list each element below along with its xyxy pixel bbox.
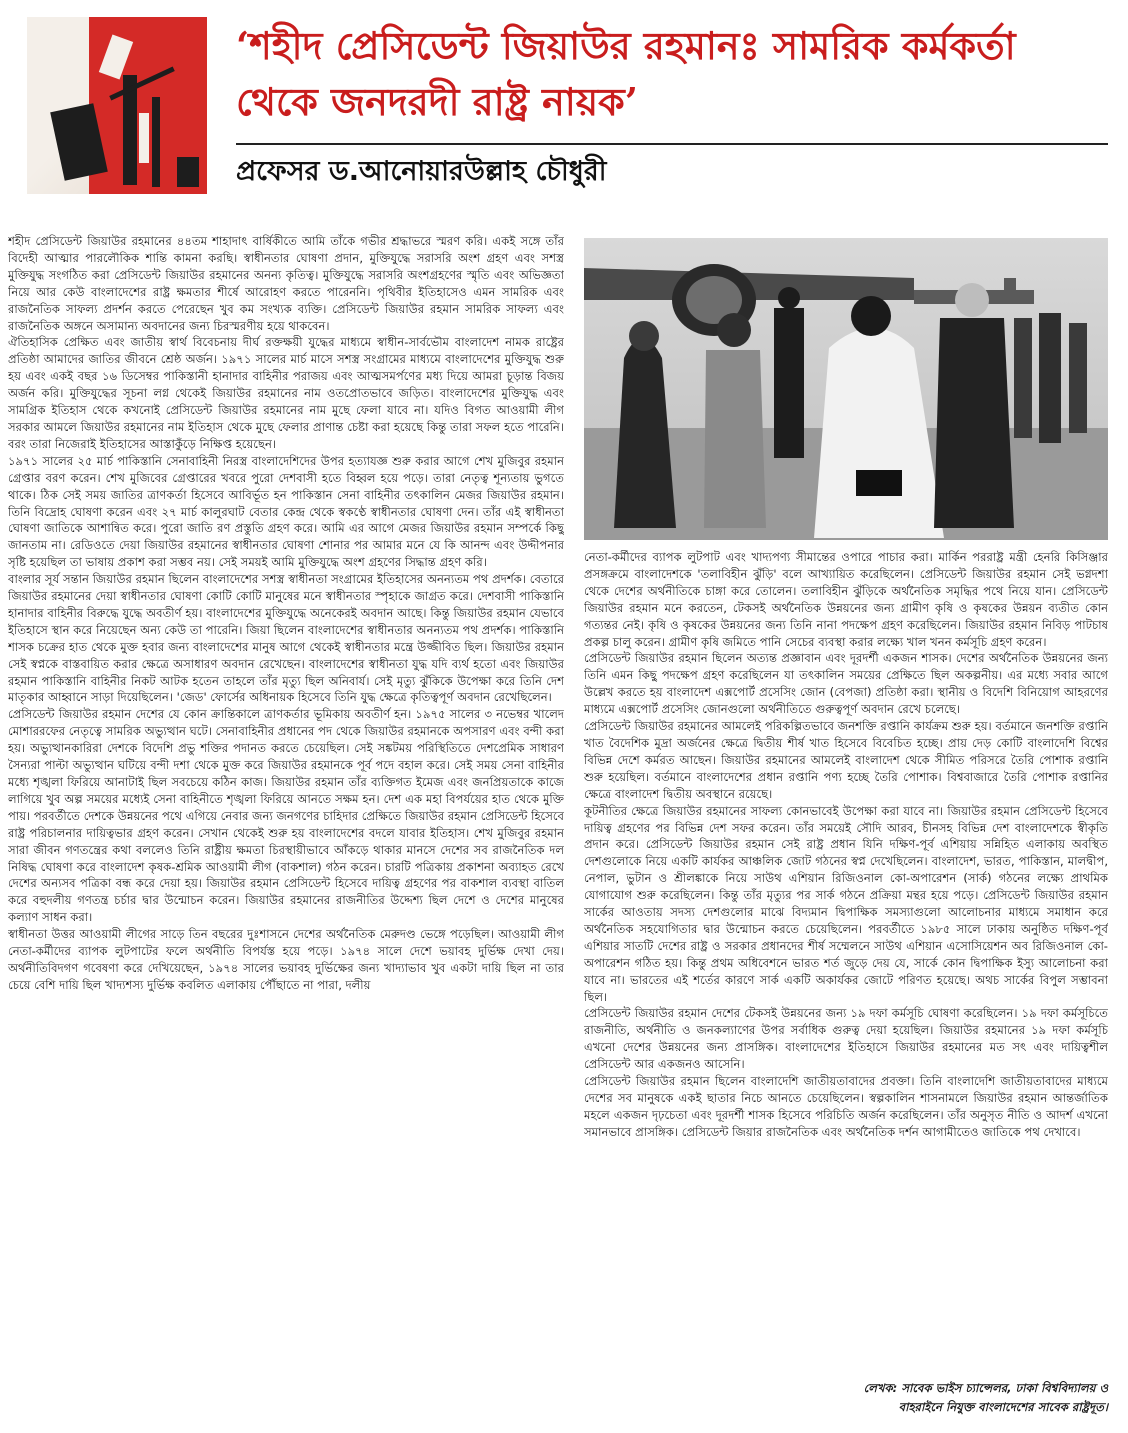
- uniformed-officer: [774, 308, 804, 458]
- article-title: ‘শহীদ প্রেসিডেন্ট জিয়াউর রহমানঃ সামরিক কর্মকর্তা থেকে জনদরদী রাষ্ট্র নায়ক’: [236, 23, 1016, 124]
- article-column-right: [584, 549, 1108, 1357]
- bystander: [1014, 318, 1032, 438]
- paragraph: প্রেসিডেন্ট জিয়াউর রহমান ছিলেন অত্যন্ত প্রজ্ঞাবান এবং দূরদর্শী একজন শাসক। দেশের অর্থনৈতিক উন্নয়নের জন্য তিনি এমন কিছু পদক্ষেপ গ্রহণ করেছিলেন যা তৎকালিন সময়ের প্রেক্ষিতে ছিল অকল্পনীয়। এর মধ্যে সবার আগে উল্লেখ করতে হয় বাংলাদেশ এক্সপোর্ট প্রসেসিং জোন (বেপজা) প্রতিষ্ঠা করা। স্থানীয় ও বিদেশি বিনিয়োগ আহরণের মাধ্যমে এক্সপোর্ট প্রসেসিং জোনগুলো অর্থনীতিতে গুরুত্বপূর্ণ অবদান রেখে চলেছে।: [584, 651, 1108, 717]
- paragraph: বাংলার সূর্য সন্তান জিয়াউর রহমান ছিলেন বাংলাদেশের সশস্ত্র স্বাধীনতা সংগ্রামের ইতিহাসের অনন্যতম পথ প্রদর্শক। বেতারে জিয়াউর রহমানের দেয়া স্বাধীনতার ঘোষণা কোটি কোটি মানুষের মনে স্বাধীনতার স্পৃহাকে জাগ্রত করে। দেশবাসী পাকিস্তানি হানাদার বাহিনীর বিরুদ্ধে যুদ্ধে অবতীর্ণ হয়। বাংলাদেশের মুক্তিযুদ্ধে অনেকেরই অবদান আছে। কিন্তু জিয়াউর রহমান যেভাবে ইতিহাসে স্থান করে নিয়েছেন অন্য কেউ তা পারেনি। জিয়া ছিলেন বাংলাদেশের স্বাধীনতার অনন্যতম পথ প্রদর্শক। পাকিস্তানি শাসক চক্রের হাত থেকে মুক্ত হবার জন্য বাংলাদেশের মানুষ আগে থেকেই স্বাধীনতার মন্ত্রে উজ্জীবিত ছিল। জিয়াউর রহমান সেই স্বপ্নকে বাস্তবায়িত করার ক্ষেত্রে অসাধারণ অবদান রেখেছেন। বাংলাদেশের স্বাধীনতা যুদ্ধ যদি ব্যর্থ হতো এবং জিয়াউর রহমান পাকিস্তানি বাহিনীর নিকট আটক হতেন তাহলে তাঁর মৃত্যু ছিল অনিবার্য। সেই মৃত্যু ঝুঁকিকে উপেক্ষা করে তিনি দেশ মাতৃকার আহ্বানে সাড়া দিয়েছিলেন। 'জেড' ফোর্সের অধিনায়ক হিসেবে তিনি যুদ্ধ ক্ষেত্রে কৃতিত্বপূর্ণ অবদান রেখেছিলেন।: [8, 572, 564, 705]
- title-divider: [236, 143, 1108, 145]
- handbag: [856, 470, 902, 496]
- woman-head: [629, 321, 659, 351]
- paragraph: কূটনীতির ক্ষেত্রে জিয়াউর রহমানের সাফল্য কোনভাবেই উপেক্ষা করা যাবে না। জিয়াউর রহমান প্রেসিডেন্ট হিসেবে দায়িত্ব গ্রহণের পর বিভিন্ন দেশ সফর করেন। তাঁর সময়েই সৌদি আরব, চীনসহ বিভিন্ন দেশ বাংলাদেশকে স্বীকৃতি প্রদান করে। প্রেসিডেন্ট জিয়াউর রহমান সেই রাষ্ট্র প্রধান যিনি দক্ষিণ-পূর্ব এশিয়ায় সন্নিহিত এলাকায় অবস্থিত দেশগুলোকে নিয়ে একটি কার্যকর আঞ্চলিক জোট গঠনের স্বপ্ন দেখেছিলেন। বাংলাদেশ, ভারত, পাকিস্তান, মালদ্বীপ, নেপাল, ভুটান ও শ্রীলঙ্কাকে নিয়ে সাউথ এশিয়ান রিজিওনাল কো-অপারেশন (সার্ক) গঠনের লক্ষ্যে প্রাথমিক যোগাযোগ শুরু করেছিলেন। কিন্তু তাঁর মৃত্যুর পর সার্ক গঠনে প্রক্রিয়া মন্থর হয়ে পড়ে। প্রেসিডেন্ট জিয়াউর রহমান সার্কের আওতায় সদস্য দেশগুলোর মাঝে বিদ্যমান দ্বিপাক্ষিক সমস্যাগুলো আলোচনার মাধ্যমে সমাধান করে অর্থনৈতিক সহযোগিতার দ্বার উন্মোচন করতে চেয়েছিলেন। পরবর্তীতে ১৯৮৫ সালে ঢাকায় অনুষ্ঠিত দক্ষিণ-পূর্ব এশিয়ার সাতটি দেশের রাষ্ট্র ও সরকার প্রধানদের শীর্ষ সম্মেলনে সাউথ এশিয়ান এসোসিয়েশন অব রিজিওনাল কো-অপারেশন গঠিত হয়। কিন্তু প্রথম অধিবেশনে ভারত শর্ত জুড়ে দেয় যে, সার্কে কোন দ্বিপাক্ষিক ইস্যু আলোচনা করা যাবে না। ভারতের এই শর্তের কারণে সার্ক একটি অকার্যকর জোটে পরিণত হয়েছে। অথচ সার্কের বিপুল সম্ভাবনা ছিল।: [584, 803, 1108, 1004]
- paragraph: ১৯৭১ সালের ২৫ মার্চ পাকিস্তানি সেনাবাহিনী নিরস্ত্র বাংলাদেশিদের উপর হত্যাযজ্ঞ শুরু করার আগে শেখ মুজিবুর রহমান গ্রেপ্তার বরণ করেন। শেখ মুজিবের গ্রেপ্তারের খবরে পুরো দেশবাসী হতে বিহ্বল হয়ে পড়ে। তারা নেতৃত্ব শূন্যতায় ভুগতে থাকে। ঠিক সেই সময় জাতির ত্রাণকর্তা হিসেবে আবির্ভূত হন পাকিস্তান সেনা বাহিনীর তৎকালিন মেজর জিয়াউর রহমান। তিনি বিদ্রোহ ঘোষণা করেন এবং ২৭ মার্চ কালুরঘাট বেতার কেন্দ্র থেকে স্বকণ্ঠে স্বাধীনতার ঘোষণা দেন। তাঁর এই স্বাধীনতা ঘোষণা জাতিকে আশান্বিত করে। পুরো জাতি রণ প্রস্তুতি গ্রহণ করে। আমি এর আগে মেজর জিয়াউর রহমান সম্পর্কে কিছু জানতাম না। রেডিওতে দেয়া জিয়াউর রহমানের স্বাধীনতার ঘোষণা শোনার পর আমার মনে যে কি আনন্দ এবং উদ্দীপনার সৃষ্টি হয়েছিল তা ভাষায় প্রকাশ করা সম্ভব নয়। সেই সময়ই আমি মুক্তিযুদ্ধে অংশ গ্রহণের সিদ্ধান্ত গ্রহণ করি।: [8, 453, 564, 570]
- paragraph: স্বাধীনতা উত্তর আওয়ামী লীগের সাড়ে তিন বছরের দুঃশাসনে দেশের অর্থনৈতিক মেরুদণ্ড ভেঙ্গে পড়েছিল। আওয়ামী লীগ নেতা-কর্মীদের ব্যাপক লুটপাটের ফলে অর্থনীতি বিপর্যস্ত হয়ে পড়ে। ১৯৭৪ সালে দেশে ভয়াবহ দুর্ভিক্ষ দেখা দেয়। অর্থনীতিবিদগণ গবেষণা করে দেখিয়েছেন, ১৯৭৪ সালের ভয়াবহ দুর্ভিক্ষের জন্য খাদ্যাভাব খুব একটা দায়ি ছিল না তার চেয়ে বেশি দায়ি ছিল খাদ্যশস্য দুর্ভিক্ষ কবলিত এলাকায় পৌঁছাতে না পারা, দলীয়: [8, 927, 564, 992]
- artwork-dark-bar: [152, 97, 160, 187]
- man-dark-suit: [934, 318, 1014, 528]
- paragraph: ঐতিহাসিক প্রেক্ষিত এবং জাতীয় স্বার্থ বিবেচনায় দীর্ঘ রক্তক্ষয়ী যুদ্ধের মাধ্যমে স্বাধীন-সার্বভৌম বাংলাদেশ নামক রাষ্ট্রের প্রতিষ্ঠা আমাদের জাতির জীবনে শ্রেষ্ঠ অর্জন। ১৯৭১ সালের মার্চ মাসে সশস্ত্র সংগ্রামের মাধ্যমে বাংলাদেশের মুক্তিযুদ্ধ শুরু হয় এবং একই বছর ১৬ ডিসেম্বর পাকিস্তানী হানাদার বাহিনীর পরাজয় এবং আত্মসমর্পণের মধ্য দিয়ে আমরা চূড়ান্ত বিজয় অর্জন করি। মুক্তিযুদ্ধের সূচনা লগ্ন থেকেই জিয়াউর রহমানের নাম ওতপ্রোতভাবে জড়িত। বাংলাদেশের মুক্তিযুদ্ধ এবং সামগ্রিক ইতিহাস থেকে কখনোই প্রেসিডেন্ট জিয়াউর রহমানের নাম মুছে ফেলা যাবে না। যদিও বিগত আওয়ামী লীগ সরকার আমলে জিয়াউর রহমানের নাম ইতিহাস থেকে মুছে ফেলার প্রাণান্ত চেষ্টা করা হয়েছে কিন্তু তারা সফল হতে পারেনি। বরং তারা নিজেরাই ইতিহাসের আস্তাকুঁড়ে নিক্ষিপ্ত হয়েছেন।: [8, 335, 564, 451]
- officer-cap: [778, 287, 800, 309]
- man-dark-suit-head: [955, 283, 989, 317]
- paragraph: প্রেসিডেন্ট জিয়াউর রহমান দেশের যে কোন ক্রান্তিকালে ত্রাণকর্তার ভূমিকায় অবতীর্ণ হন। ১৯৭৫ সালের ৩ নভেম্বর খালেদ মোশাররফের নেতৃত্বে সামরিক অভ্যুত্থান ঘটে। সেনাবাহিনীর প্রধানের পদ থেকে জিয়াউর রহমানকে অপসারণ এবং বন্দী করা হয়। অভ্যুত্থানকারিরা দেশকে বিদেশি প্রভু শক্তির পদানত করতে চেয়েছিল। সেই সঙ্কটময় পরিস্থিতিতে দেশপ্রেমিক সাধারণ সৈন্যরা পাল্টা অভ্যুত্থান ঘটিয়ে বন্দী দশা থেকে মুক্ত করে জিয়াউর রহমানকে পূর্ব পদে বহাল করে। সেই সময় সেনা বাহিনীর মধ্যে শৃঙ্খলা ফিরিয়ে আনাটাই ছিল সবচেয়ে কঠিন কাজ। জিয়াউর রহমান তাঁর ব্যক্তিগত ইমেজ এবং জনপ্রিয়তাকে কাজে লাগিয়ে খুব অল্প সময়ের মধ্যেই সেনা বাহিনীতে শৃঙ্খলা ফিরিয়ে আনতে সক্ষম হন। দেশ এক মহা বিপর্যয়ের হাত থেকে মুক্তি পায়। পরবর্তীতে দেশকে উন্নয়নের পথে এগিয়ে নেবার জন্য জনগণের চাহিদার প্রেক্ষিতে জিয়াউর রহমান প্রেসিডেন্ট হিসেবে রাষ্ট্র পরিচালনার দায়িত্বভার গ্রহণ করেন। সেখান থেকেই শুরু হয় বাংলাদেশের বদলে যাবার ইতিহাস। শেখ মুজিবুর রহমান সারা জীবন গণতন্ত্রের কথা বললেও তিনি রাষ্ট্রীয় ক্ষমতা চিরস্থায়ীভাবে আঁকড়ে থাকার মানসে দেশের সব রাজনৈতিক দল নিষিদ্ধ ঘোষণা করে বাংলাদেশ কৃষক-শ্রমিক আওয়ামী লীগ (বাকশাল) গঠন করেন। চারটি পত্রিকায় প্রকাশনা অব্যাহত রেখে দেশের অন্যসব পত্রিকা বন্ধ করে দেয়া হয়। জিয়াউর রহমান প্রেসিডেন্ট হিসেবে দায়িত্ব গ্রহণের পর বাকশাল ব্যবস্থা বাতিল করে বহুদলীয় গণতন্ত্র চর্চার দ্বার উন্মোচন করেন। জিয়াউর রহমানের রাজনীতির উদ্দেশ্য ছিল দেশে ও দেশের মানুষের কল্যাণ সাধন করা।: [8, 707, 564, 925]
- bystander: [1069, 323, 1087, 433]
- header-artwork: [27, 17, 207, 194]
- author-credit: [640, 1379, 1108, 1417]
- bystander: [1039, 313, 1061, 443]
- distant-aircraft-tail: [1004, 278, 1016, 298]
- paragraph: শহীদ প্রেসিডেন্ট জিয়াউর রহমানের ৪৪তম শাহাদাৎ বার্ষিকীতে আমি তাঁকে গভীর শ্রদ্ধাভরে স্মরণ করি। একই সঙ্গে তাঁর বিদেহী আত্মার পারলৌকিক শান্তি কামনা করছি। স্বাধীনতার ঘোষণা প্রদান, মুক্তিযুদ্ধে সরাসরি অংশ গ্রহণ এবং সশস্ত্র মুক্তিযুদ্ধ সংগঠিত করা প্রেসিডেন্ট জিয়াউর রহমানের অনন্য কৃতিত্ব। মুক্তিযুদ্ধে সরাসরি অংশগ্রহণের স্মৃতি এবং অভিজ্ঞতা নিয়ে আর কেউ বাংলাদেশের রাষ্ট্র ক্ষমতার শীর্ষে আরোহণ করতে পারেননি। পৃথিবীর ইতিহাসেও এমন সামরিক এবং রাজনৈতিক সাফল্য প্রদর্শন করতে পেরেছেন খুব কম সংখ্যক ব্যক্তি। প্রেসিডেন্ট জিয়াউর রহমান সামরিক সাফল্য এবং রাজনৈতিক অঙ্গনে অসামান্য অবদানের জন্য চিরস্মরণীয় হয়ে থাকবেন।: [8, 234, 564, 333]
- author-name: প্রফেসর ড.আনোয়ারউল্লাহ চৌধুরী: [236, 156, 607, 187]
- man-head: [717, 313, 751, 347]
- artwork-light-patch: [139, 113, 149, 163]
- paragraph: নেতা-কর্মীদের ব্যাপক লুটপাট এবং খাদ্যপণ্য সীমান্তের ওপারে পাচার করা। মার্কিন পররাষ্ট্র মন্ত্রী হেনরি কিসিঞ্জার প্রসঙ্গক্রমে বাংলাদেশকে 'তলাবিহীন ঝুঁড়ি' বলে আখ্যায়িত করেছিলেন। প্রেসিডেন্ট জিয়াউর রহমান সেই ভগ্নদশা থেকে দেশের অর্থনীতিকে চাঙ্গা করে তোলেন। তলাবিহীন ঝুঁড়িকে অর্থনৈতিক সমৃদ্ধির পথে নিয়ে যান। প্রেসিডেন্ট জিয়াউর রহমান মনে করতেন, টেকসই অর্থনৈতিক উন্নয়নের জন্য গ্রামীণ কৃষি ও কৃষকের উন্নয়ন ব্যতীত কোন গত্যন্তর নেই। কৃষি ও কৃষকের উন্নয়নের জন্য তিনি নানা পদক্ষেপ গ্রহণ করেছিলেন। জিয়াউর রহমান নিবিড় পাটচাষ প্রকল্প চালু করেন। গ্রামীণ কৃষি জমিতে পানি সেচের ব্যবস্থা করার লক্ষ্যে খাল খনন কর্মসূচি গ্রহণ করেন।: [584, 550, 1108, 649]
- author-credit-line: লেখক: সাবেক ভাইস চ্যান্সেলর, ঢাকা বিশ্ববিদ্যালয় ও: [863, 1381, 1108, 1395]
- airport-greeting-photo: [584, 238, 1108, 540]
- artwork-dark-block: [177, 157, 199, 187]
- queen-hat: [851, 296, 891, 336]
- paragraph: প্রেসিডেন্ট জিয়াউর রহমান ছিলেন বাংলাদেশি জাতীয়তাবাদের প্রবক্তা। তিনি বাংলাদেশি জাতীয়তাবাদের মাধ্যমে দেশের সব মানুষকে একই ছাতার নিচে আনতে চেয়েছিলেন। স্বল্পকালিন শাসনামলে জিয়াউর রহমান আন্তর্জাতিক মহলে একজন দৃঢ়চেতা এবং দূরদর্শী শাসক হিসেবে পরিচিতি অর্জন করেছিলেন। তাঁর অনুসৃত নীতি ও আদর্শ এখনো সমানভাবে প্রাসঙ্গিক। প্রেসিডেন্ট জিয়ার রাজনৈতিক এবং অর্থনৈতিক দর্শন আগামীতেও জাতিকে পথ দেখাবে।: [584, 1074, 1108, 1139]
- author-credit-line: বাহরাইনে নিযুক্ত বাংলাদেশের সাবেক রাষ্ট্রদূত।: [898, 1400, 1108, 1414]
- paragraph: প্রেসিডেন্ট জিয়াউর রহমানের আমলেই পরিকল্পিতভাবে জনশক্তি রপ্তানি কার্যক্রম শুরু হয়। বর্তমানে জনশক্তি রপ্তানি খাত বৈদেশিক মুদ্রা অর্জনের ক্ষেত্রে দ্বিতীয় শীর্ষ খাত হিসেবে বিবেচিত হচ্ছে। প্রায় দেড় কোটি বাংলাদেশি বিশ্বের বিভিন্ন দেশে কর্মরত আছেন। জিয়াউর রহমানের আমলেই বাংলাদেশ থেকে সীমিত পরিসরে তৈরি পোশাক রপ্তানি শুরু হয়েছিল। বর্তমানে বাংলাদেশের প্রধান রপ্তানি পণ্য হচ্ছে তৈরি পোশাক। বিশ্ববাজারে তৈরি পোশাক রপ্তানির ক্ষেত্রে বাংলাদেশ দ্বিতীয় অবস্থানে রয়েছে।: [584, 719, 1108, 801]
- man-in-suit: [704, 350, 766, 528]
- paragraph: প্রেসিডেন্ট জিয়াউর রহমান দেশের টেকসই উন্নয়নের জন্য ১৯ দফা কর্মসূচি ঘোষণা করেছিলেন। ১৯ দফা কর্মসূচিতে রাজনীতি, অর্থনীতি ও জনকল্যাণের উপর সর্বাধিক গুরুত্ব দেয়া হয়েছিল। জিয়াউর রহমানের ১৯ দফা কর্মসূচি এখনো দেশের উন্নয়নের জন্য প্রাসঙ্গিক। বাংলাদেশের ইতিহাসে জিয়াউর রহমানের মত সৎ এবং দায়িত্বশীল প্রেসিডেন্ট আর একজনও আসেনি।: [584, 1006, 1108, 1072]
- article-photo: [584, 238, 1108, 540]
- article-column-left: [8, 233, 564, 1397]
